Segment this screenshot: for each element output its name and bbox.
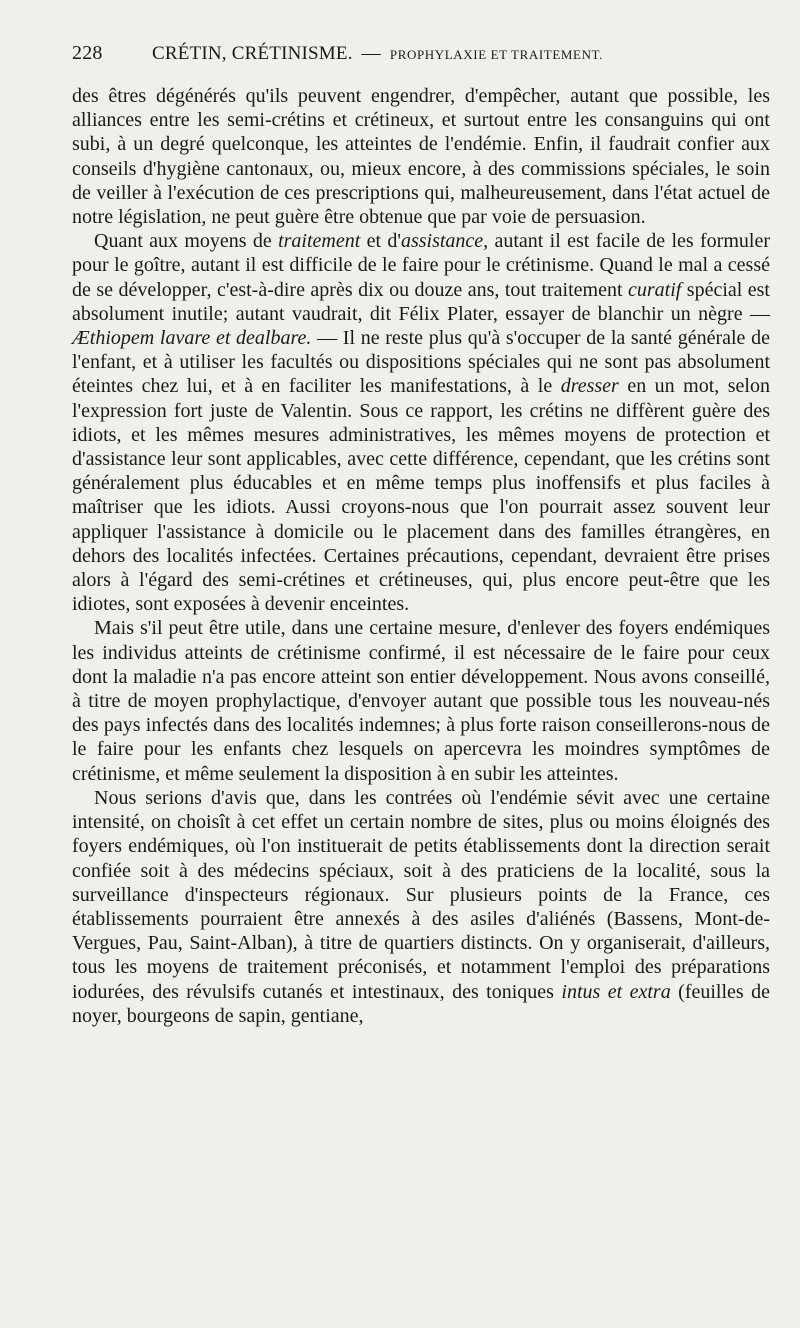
text-segment: Mais s'il peut être utile, dans une certaine mesure, d'enlever des foyers endémiques les individus atteints de crétinisme confirmé, il est nécessaire de le faire pour ceux dont la maladie n'a pas encore atteint son entier développement. Nous avons conseillé, à titre de moyen prophylactique, d'envoyer autant que possible tous les nouveau-nés des pays infectés dans des localités indemnes; à plus forte raison conseillerons-nous de le faire pour les enfants chez lesquels on apercevra les moindres symptômes de crétinisme, et même seulement la disposition à en subir les atteintes. — [72, 617, 770, 785]
running-head — [72, 42, 770, 84]
paragraph — [72, 229, 770, 616]
paragraph — [72, 616, 770, 785]
text-segment: Nous serions d'avis que, dans les contrées où l'endémie sévit avec une certaine intensité, on choisît à cet effet un certain nombre de sites, plus ou moins éloignés des foyers endémiques, où l'on instituerait de petits établissements dont la direction serait confiée soit à des médecins spéciaux, soit à des praticiens de la localité, sous la surveillance d'inspecteurs régionaux. Sur plusieurs points de la France, ces établissements pourraient être annexés à des asiles d'aliénés (Bassens, Mont-de-Vergues, Pau, Saint-Alban), à titre de quartiers distincts. On y organiserait, d'ailleurs, tous les moyens de traitement préconisés, et notamment l'emploi des préparations iodurées, des révulsifs cutanés et intestinaux, des toniques — [72, 786, 770, 1003]
text-segment: — Il ne reste plus qu'à s'occuper de la santé générale de l'enfant, et à utiliser les facultés ou dispositions spéciales qui ne sont pas absolument éteintes chez lui, et à en faciliter les manifestations, à le — [72, 327, 770, 398]
text-segment: en un mot, selon l'expression fort juste de Valentin. Sous ce rapport, les crétins ne diffèrent guère des idiots, et les mêmes mesures administratives, les mêmes moyens de protection et d'assistance leur sont applicables, avec cette différence, cependant, que les crétins sont généralement plus éducables et en même temps plus inoffensifs et plus faciles à maîtriser que les idiots. Aussi croyons-nous que l'on pourrait assez souvent leur appliquer l'assistance à domicile ou le placement dans des familles étrangères, en dehors des localités infectées. Certaines précautions, cependant, devraient être prises alors à l'égard des semi-crétines et crétineuses, qui, plus encore peut-être que les idiotes, sont exposées à devenir enceintes. — [72, 375, 770, 616]
running-head-subtitle: PROPHYLAXIE ET TRAITEMENT. — [389, 47, 603, 62]
italic-text: intus et extra — [561, 980, 671, 1003]
text-segment: Quant aux moyens de — [94, 230, 279, 253]
running-head-dash: — — [361, 43, 381, 64]
running-head-title: CRÉTIN, CRÉTINISME. — [152, 43, 353, 64]
text-segment: spécial est absolument inutile; autant vaudrait, dit Félix Plater, essayer de blanchir un nègre — — [72, 278, 770, 325]
text-segment: , autant il est facile de les formuler pour le goître, autant il est difficile de le faire pour le crétinisme. Quand le mal a cessé de se développer, c'est-à-dire après dix ou douze ans, tout traitement — [72, 230, 770, 301]
italic-text: traitement — [278, 230, 361, 253]
italic-text: assistance — [400, 230, 484, 253]
text-segment: des êtres dégénérés qu'ils peuvent engendrer, d'empêcher, autant que possible, les alliances entre les semi-crétins et crétineux, et surtout entre les consanguins qui ont subi, à un degré quelconque, les atteintes de l'endémie. Enfin, il faudrait confier aux conseils d'hygiène cantonaux, ou, mieux encore, à des commissions spéciales, le soin de veiller à l'exécution de ces prescriptions qui, malheureusement, dans l'état actuel de notre législation, ne peut guère être obtenue que par voie de persuasion. — [72, 85, 770, 229]
italic-text: curatif — [627, 278, 682, 301]
body-text — [72, 84, 770, 1028]
italic-text: Æthiopem lavare et dealbare. — [72, 327, 312, 350]
italic-text: dresser — [560, 375, 619, 398]
paragraph — [72, 786, 770, 1028]
text-segment: (feuilles de noyer, bourgeons de sapin, gentiane, — [72, 980, 770, 1027]
paragraph — [72, 84, 770, 229]
text-segment: et d' — [360, 230, 401, 253]
page-number: 228 — [72, 42, 103, 64]
